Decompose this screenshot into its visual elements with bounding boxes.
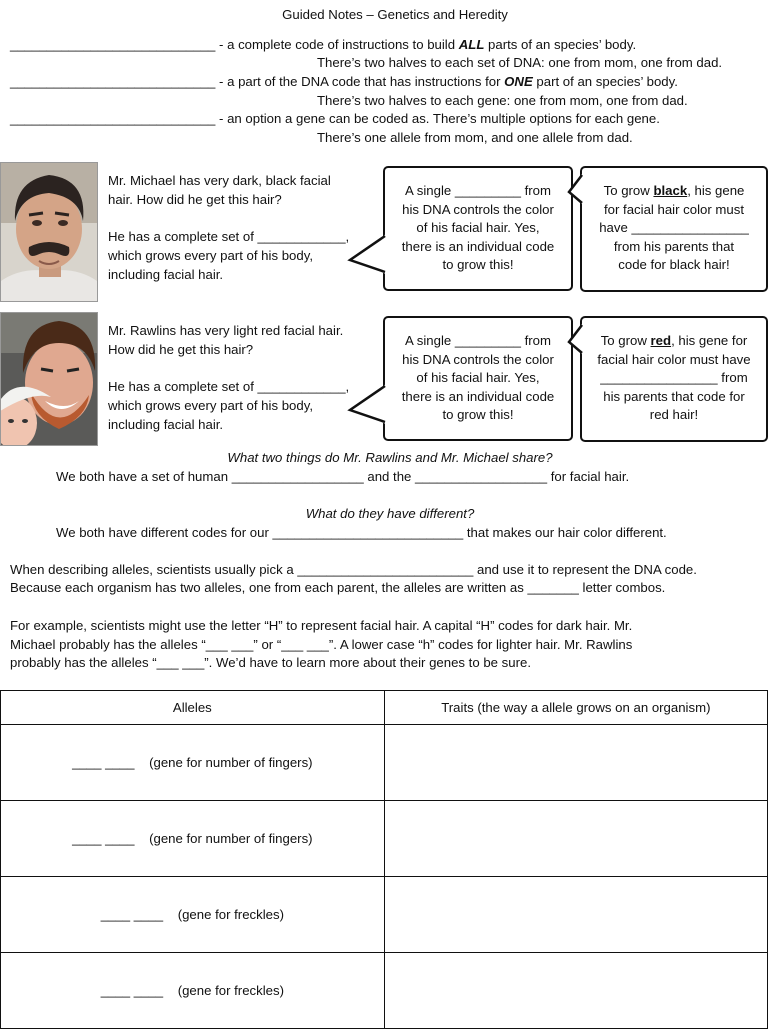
speech-bubble-tail	[346, 232, 388, 278]
photo-mr-rawlins	[0, 312, 98, 446]
trait-cell[interactable]	[384, 953, 767, 1029]
speech-bubble-gene: A single _________ from his DNA controls the color of his facial hair. Yes, there is an individual code to grow this!	[383, 166, 573, 291]
column-header-traits: Traits (the way a allele grows on an organism)	[384, 691, 767, 725]
allele-cell[interactable]: ____ ____ (gene for number of fingers)	[1, 725, 385, 801]
table-row	[1, 725, 768, 801]
speech-bubble-allele: To grow black, his gene for facial hair color must have ________________ from his parents that code for black hair!	[580, 166, 768, 292]
definition-dna: ____________________________ - a complete code of instructions to build ALL parts of an species’ body.	[10, 37, 637, 52]
definition-note: There’s one allele from mom, and one allele from dad.	[317, 130, 633, 145]
speech-bubble-tail	[560, 172, 586, 208]
table-row	[1, 953, 768, 1029]
definition-gene: ____________________________ - a part of the DNA code that has instructions for ONE part of an species’ body.	[10, 74, 678, 89]
share-answer[interactable]: We both have a set of human __________________ and the __________________ for facial hair.	[56, 469, 630, 484]
fill-blank[interactable]: ____________________________	[10, 111, 216, 126]
speech-bubble-allele: To grow red, his gene for facial hair color must have ________________ from his parents that code for red hair!	[580, 316, 768, 442]
allele-cell[interactable]: ____ ____ (gene for freckles)	[1, 953, 385, 1029]
allele-cell[interactable]: ____ ____ (gene for freckles)	[1, 877, 385, 953]
trait-cell[interactable]	[384, 801, 767, 877]
allele-cell[interactable]: ____ ____ (gene for number of fingers)	[1, 801, 385, 877]
definition-note: There’s two halves to each set of DNA: one from mom, one from dad.	[317, 55, 723, 70]
alleles-traits-table	[0, 690, 768, 1029]
share-question: What two things do Mr. Rawlins and Mr. Michael share?	[227, 450, 553, 465]
difference-answer[interactable]: We both have different codes for our __________________________ that makes our hair color different.	[56, 525, 667, 540]
page-title: Guided Notes – Genetics and Heredity	[282, 7, 508, 22]
definition-note: There’s two halves to each gene: one from mom, one from dad.	[317, 93, 688, 108]
column-header-alleles: Alleles	[1, 691, 385, 725]
speech-bubble-tail	[346, 382, 388, 428]
fill-line[interactable]: He has a complete set of ____________,	[108, 379, 350, 394]
speech-bubble-tail	[560, 322, 586, 358]
trait-cell[interactable]	[384, 725, 767, 801]
fill-blank[interactable]: ____________________________	[10, 74, 216, 89]
speech-bubble-gene: A single _________ from his DNA controls the color of his facial hair. Yes, there is an individual code to grow this!	[383, 316, 573, 441]
fill-line[interactable]: He has a complete set of ____________,	[108, 229, 350, 244]
fill-blank[interactable]: ____________________________	[10, 37, 216, 52]
table-row	[1, 801, 768, 877]
trait-cell[interactable]	[384, 877, 767, 953]
table-header-row	[1, 691, 768, 725]
definition-allele: ____________________________ - an option a gene can be coded as. There’s multiple options for each gene.	[10, 111, 660, 126]
difference-question: What do they have different?	[305, 506, 475, 521]
photo-mr-michael	[0, 162, 98, 302]
table-row	[1, 877, 768, 953]
